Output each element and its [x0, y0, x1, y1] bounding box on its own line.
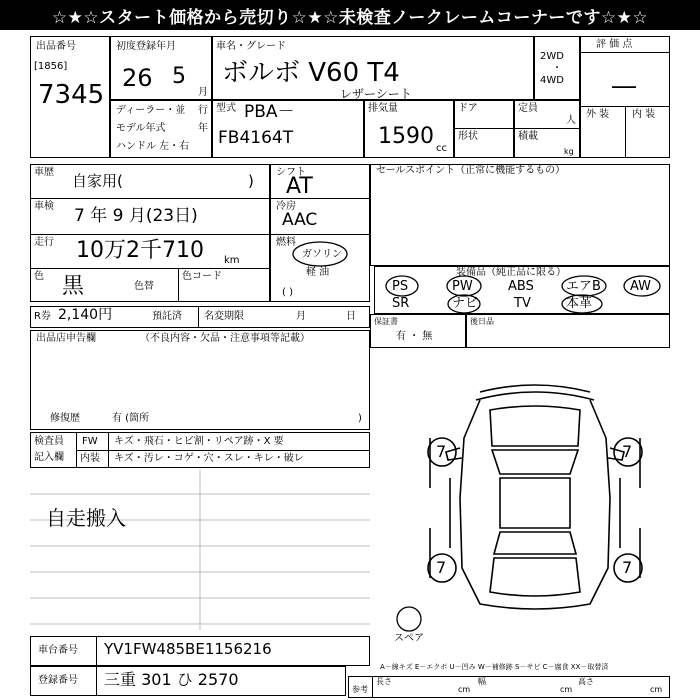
ref-label: 参考: [352, 685, 368, 694]
repair-close: ): [358, 413, 362, 424]
recycle-deposit: 預託済: [152, 311, 182, 322]
lot-sub: [1856]: [34, 61, 68, 72]
car-grade: レザーシート: [340, 87, 412, 101]
tire-mark-fl: 7: [436, 442, 447, 461]
equip-abs: ABS: [508, 279, 534, 294]
mileage-label: 走行: [34, 237, 54, 248]
cc-unit: cc: [436, 143, 447, 154]
name-change-label: 名変期限: [204, 311, 244, 322]
equip-sr: SR: [392, 296, 410, 311]
spare-label: スペア: [394, 633, 424, 644]
color-label: 色: [34, 271, 44, 282]
eval-value: ―: [612, 72, 636, 100]
equip-tv: TV: [514, 296, 531, 311]
shift-box: [270, 164, 370, 302]
car-diagram: [420, 378, 650, 618]
lot-number: 7345: [38, 80, 105, 110]
first-reg-label: 初度登録年月: [116, 41, 176, 52]
load-label: 積載: [518, 131, 538, 142]
width-label: 幅: [478, 677, 486, 686]
report-note: （不良内容・欠品・注意事項等記載）: [140, 333, 310, 344]
registration-value: 三重 301 ひ 2570: [104, 670, 239, 689]
fuel-gasoline: ガソリン: [302, 249, 342, 260]
int-label: 内装: [80, 453, 100, 464]
equip-pw: PW: [452, 279, 473, 294]
ac-value: AAC: [282, 210, 318, 230]
history-label: 車歴: [34, 167, 54, 178]
month-unit: 月: [198, 87, 208, 98]
fuel-label: 燃料: [276, 237, 296, 248]
equip-navi: ナビ: [452, 296, 479, 311]
dealer-label: ディーラー・並: [116, 105, 186, 116]
type-value: PBA－: [244, 102, 295, 122]
wd-4: 4WD: [540, 75, 564, 86]
repair-label: 修復歴: [50, 413, 80, 424]
first-reg-year: 26: [122, 64, 153, 92]
post-check-box: [466, 314, 670, 348]
int-items: キズ・汚レ・コゲ・穴・スレ・キレ・破レ: [114, 453, 304, 464]
height-cm: cm: [650, 685, 663, 694]
name-change-day: 日: [346, 311, 356, 322]
shape-label: 形状: [458, 131, 478, 142]
kg-unit: kg: [564, 147, 574, 156]
shift-value: AT: [286, 174, 313, 199]
inspection-label: 車検: [34, 201, 54, 212]
color-code-label: 色コード: [182, 271, 222, 282]
repair-value: 有 (箇所: [112, 413, 150, 424]
report-label: 出品店申告欄: [36, 333, 96, 344]
km-unit: km: [224, 255, 240, 266]
type-label: 型式: [216, 103, 236, 114]
color-value: 黒: [62, 274, 85, 299]
chassis-value: YV1FW485BE1156216: [104, 640, 272, 658]
recycle-label: R券: [34, 311, 51, 322]
door-label: ドア: [458, 103, 478, 114]
equip-leather: 本革: [566, 296, 593, 311]
height-label: 高さ: [578, 677, 594, 686]
registration-label: 登録番号: [38, 675, 78, 686]
displacement-label: 排気量: [368, 103, 398, 114]
history-close: ): [248, 172, 254, 190]
equipment-circles: [374, 266, 670, 314]
car-name: ボルボ V60 T4: [222, 58, 400, 88]
ac-label: 冷房: [276, 201, 296, 212]
length-label: 長さ: [376, 677, 392, 686]
report-box: [30, 330, 370, 430]
inspector-label-1: 検査員: [34, 436, 64, 447]
fuel-circle: [290, 240, 350, 268]
car-name-label: 車名・グレード: [216, 41, 286, 52]
length-cm: cm: [458, 685, 471, 694]
color-change-label: 色替: [134, 281, 154, 292]
model-year-unit: 年: [198, 123, 208, 134]
spare-icon: [392, 604, 426, 634]
shift-label: シフト: [276, 167, 306, 178]
notes-handwritten: 自走搬入: [46, 506, 126, 530]
displacement-value: 1590: [378, 124, 434, 149]
fw-label: FW: [82, 436, 98, 447]
inspection-value: 7 年 9 月(23日): [74, 206, 198, 226]
notes-grid: [30, 470, 370, 630]
handle-label: ハンドル 左・右: [116, 141, 190, 152]
fuel-diesel: 軽 油: [306, 267, 330, 278]
dims-box: [348, 676, 670, 698]
fuel-paren: ( ): [282, 287, 293, 298]
banner: ☆★☆スタート価格から売切り☆★☆未検査ノークレームコーナーです☆★☆: [0, 0, 700, 30]
width-cm: cm: [560, 685, 573, 694]
sales-point-box: [370, 164, 670, 266]
equipment-label: 装備品（純正品に限る）: [456, 267, 566, 278]
wd-2: 2WD: [540, 51, 564, 62]
damage-legend: A－線キズ E－エクボ U－凹み W－補修跡 S－サビ C－腐食 XX－取替済: [380, 663, 609, 671]
model-year-label: モデル年式: [116, 123, 166, 134]
capacity-label: 定員: [518, 103, 538, 114]
name-change-month: 月: [296, 311, 306, 322]
equip-ps: PS: [392, 279, 409, 294]
post-check-label: 後日品: [470, 317, 494, 326]
chassis-label: 車台番号: [38, 645, 78, 656]
sales-point-label: セールスポイント（正常に機能するもの）: [376, 165, 566, 176]
fw-items: キズ・飛石・ヒビ割・リペア跡・X 要: [114, 436, 284, 447]
first-reg-month: 5: [172, 64, 186, 89]
exterior-label: 外 装: [586, 109, 610, 120]
warranty-label: 保証書: [374, 317, 398, 326]
model-code: FB4164T: [218, 128, 294, 148]
warranty-value: 有 ・ 無: [396, 331, 433, 342]
history-value: 自家用(: [72, 172, 123, 190]
lot-label: 出品番号: [36, 41, 76, 52]
tire-mark-rr: 7: [622, 558, 633, 577]
recycle-value: 2,140円: [58, 307, 113, 323]
equip-aw: AW: [630, 279, 652, 294]
tire-mark-fr: 7: [622, 442, 633, 461]
interior-label: 内 装: [632, 109, 656, 120]
person-unit: 人: [566, 115, 576, 126]
wd-dot: ・: [552, 63, 562, 74]
equip-airbag: エアB: [566, 279, 601, 294]
dealer-unit: 行: [198, 105, 208, 116]
tire-mark-rl: 7: [436, 558, 447, 577]
inspector-label-2: 記入欄: [34, 452, 64, 463]
mileage-value: 10万2千710: [76, 238, 204, 263]
eval-label: 評 価 点: [596, 39, 633, 50]
